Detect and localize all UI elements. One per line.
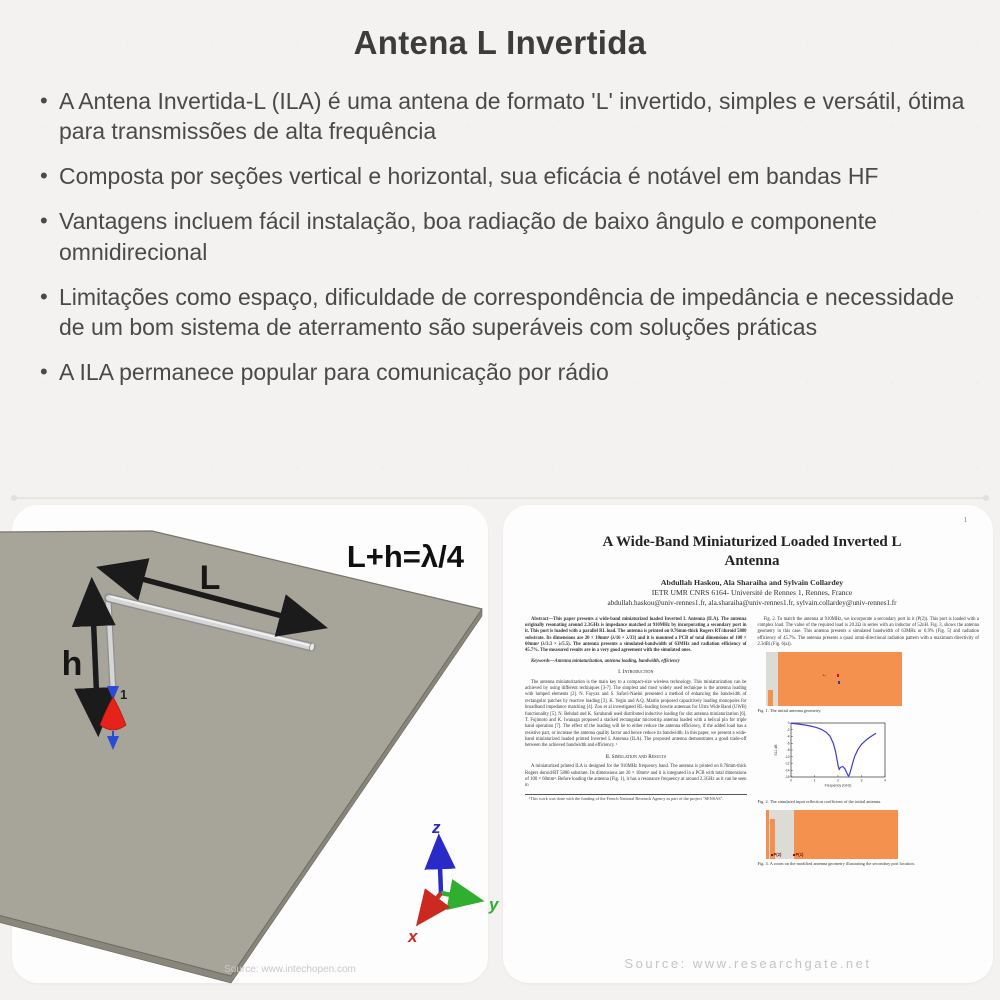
paper-abstract: Abstract—This paper presents a wide-band miniaturized loaded Inverted L Antenna (ILA). The antenna originally resonating around 2.3GHz is impedance matched at 910MHz by incorporating a secondary port in it. This port is loaded with a parallel RL load. The antenna is printed on 0.76mm-thick Rogers RT/duroid 5880 substrate. Its dimensions are 20 × 10mm² (λ/16 × λ/33) and it is mounted a PCB of total dimensions of 100 × 60mm² (λ/3.3 × λ/5.5). The antenna presents a simulated-bandwidth of 63MHz and radiation efficiency of 45.7%. The measured results are in a very good agreement with the simulated ones. [525, 616, 747, 654]
bullet-text: Vantagens incluem fácil instalação, boa radiação de baixo ângulo e componente omnidirecional [59, 208, 877, 265]
page-number: 1 [963, 516, 967, 524]
svg-text:-2: -2 [786, 728, 789, 733]
paper-card [503, 505, 993, 983]
header [0, 0, 1000, 402]
coordinate-axes-icon [407, 818, 500, 946]
bullet-item [40, 161, 972, 191]
figure2-s11-plot [772, 719, 897, 793]
bullet-item [40, 206, 972, 266]
bullet-dot-icon: • [40, 358, 48, 384]
figure3-port2-label: P(2) [771, 852, 782, 858]
svg-text:1: 1 [813, 778, 815, 783]
dimension-label-h: h [61, 645, 83, 683]
bullet-text: Composta por seções vertical e horizontal, sua eficácia é notável em bandas HF [59, 163, 879, 190]
figure3-port1-label: P(1) [793, 852, 804, 858]
dimension-label-L: L [199, 559, 221, 597]
figure3-pcb-image [766, 810, 898, 859]
paper-affiliation: IETR UMR CNRS 6164- Université de Rennes 1, Rennes, France [651, 588, 853, 597]
figure1-port2-marker [838, 681, 841, 684]
bullet-list [28, 86, 972, 387]
svg-text:0: 0 [789, 778, 792, 783]
ground-plane [0, 531, 482, 976]
antenna-3d-scene [12, 505, 499, 983]
bullet-item [40, 282, 972, 342]
svg-text:-12: -12 [784, 762, 789, 767]
section-heading-introduction: I. Introduction [618, 669, 654, 676]
svg-text:-14: -14 [784, 768, 789, 773]
svg-text:-16: -16 [784, 775, 789, 780]
bullet-item [40, 357, 972, 387]
figure1-caption: Fig. 1. The initial antenna geometry. [757, 708, 822, 714]
svg-text:2: 2 [836, 778, 839, 783]
figure1-port-marker [837, 674, 840, 677]
figure2-plot-wrap [772, 719, 980, 796]
section-divider [14, 497, 986, 499]
page-title: Antena L Invertida [353, 24, 647, 61]
svg-text:-10: -10 [784, 755, 789, 760]
paper-column-left [525, 617, 747, 872]
paper-keywords: Keywords—Antenna miniaturization, antenna loading, bandwidth, efficiency [531, 658, 680, 664]
axis-label-z: z [432, 818, 441, 837]
bullet-dot-icon: • [40, 163, 48, 189]
paper-emails: abdullah.haskou@univ-rennes1.fr, ala.sharaiha@univ-rennes1.fr, sylvain.collardey@univ-rennes1.fr [607, 598, 897, 607]
svg-text:-8: -8 [786, 748, 789, 753]
svg-text:0: 0 [787, 721, 789, 726]
figure3-caption: Fig. 3. A zoom on the modified antenna geometry illustrating the secondary port location. [757, 860, 915, 866]
formula-label: L+h=λ/4 [346, 539, 464, 574]
bullet-text: A Antena Invertida-L (ILA) é uma antena de formato 'L' invertido, simples e versátil, ótima para transmissões de alta frequência [59, 88, 965, 145]
bullet-text: Limitações como espaço, dificuldade de correspondência de impedância e necessidade de um bom sistema de aterramento são superáveis com soluções práticas [59, 283, 955, 340]
figure1-antenna-trace [768, 690, 773, 706]
section-heading-simulation: II. Simulation and Results [605, 753, 667, 760]
svg-text:3: 3 [860, 778, 862, 783]
feed-label: 1 [120, 687, 128, 702]
axis-label-x: x [408, 927, 418, 946]
axis-label-y: y [489, 895, 499, 914]
left-source-credit: Source: www.intechopen.com [224, 964, 356, 975]
paper-authors: Abdullah Haskou, Ala Sharaiha and Sylvain Collardey [660, 577, 844, 587]
svg-text:Frequency (GHz): Frequency (GHz) [824, 783, 851, 788]
bullet-item [40, 86, 972, 146]
right-source-credit: Source: www.researchgate.net [624, 956, 872, 971]
paper-introduction: The antenna miniaturization is the main key to a compact-size wireless technology. This miniaturization can be achieved by using different techniques [3-7]. The simplest and most widely used technique is the antenna loading with lumped elements [2]. N. Fayyaz and S. Safavi-Naeini presented a method of enhancing the bandwidth of rectangular patches by reactive loading [3]. K. Yegin and A.Q. Martin proposed capacitively loading monopoles for broadband impedance matching [4]. Zou et al investigated RL-loading bowtie antennas for Ultra Wide Band (UWB) functionality [5]. N. Behdad and K. Sarabandi used distributed inductive loading for slot antenna miniaturization [6]. T. Fujimoto and K. Iwanaga proposed a stacked rectangular microstrip antenna loaded with a helical pin for triple band operation [7]. The effect of the loading will be to either reduce the antenna efficiency, if the added load has a resistive part, or increase the antenna quality factor and hence reduce its bandwidth. In this paper, we present a wide-band miniaturized loaded printed Inverted L Antenna (ILA). The proposed antenna demonstrates a good trade-off between the achieved bandwidth and efficiency. ¹ [525, 679, 747, 749]
paper-footnote: ¹This work was done with the funding of the French National Research Agency as part of the project "SENSAS". [525, 794, 747, 802]
bullet-dot-icon: • [40, 208, 48, 234]
bullet-text: A ILA permanece popular para comunicação por rádio [59, 358, 609, 385]
svg-text:S11 dB: S11 dB [773, 744, 778, 757]
svg-text:-4: -4 [786, 735, 789, 740]
paper-simulation-text: A miniaturized printed ILA is designed for the 910MHz frequency band. The antenna is printed on 0.76mm-thick Rogers duroid/RT 5880 substrate. Its dimensions are 20 × 10mm² and it is integrated in a PCB with total dimensions of 100 × 60mm². Before loading the antenna (Fig. 1), it has a resonance frequency at around 2.3GHz as it can be seen in [525, 764, 747, 789]
antenna-3d-figure-card [12, 505, 499, 983]
paper-page [503, 505, 993, 983]
bullet-dot-icon: • [40, 88, 48, 113]
figure1-pcb-image [766, 652, 902, 706]
svg-text:4: 4 [883, 778, 886, 783]
figure1-arrow-icon: ← [821, 672, 828, 679]
paper-fig2-discussion: Fig. 2. To match the antenna at 910MHz, we incorporate a secondary port in it (P(2)). This port is loaded with a complex load. The value of the required load is 20.2Ω in series with an inductor of 52nH. Fig. 3, shows the antenna geometry in this case. This antenna presents a simulated bandwidth of 63MHz or 6.9% (Fig. 5) and radiation efficiency of 45.7%. The antenna presents a quasi omni-directional radiation pattern with a maximum directivity of 2.3dBi (Fig. 6(a)). [757, 616, 979, 648]
paper-title: A Wide-Band Miniaturized Loaded Inverted L Antenna [602, 534, 902, 569]
paper-column-right [758, 617, 980, 872]
figure2-caption: Fig. 2. The simulated input reflection coefficient of the initial antenna. [757, 798, 882, 804]
svg-text:-6: -6 [786, 741, 789, 746]
bullet-dot-icon: • [40, 283, 48, 309]
